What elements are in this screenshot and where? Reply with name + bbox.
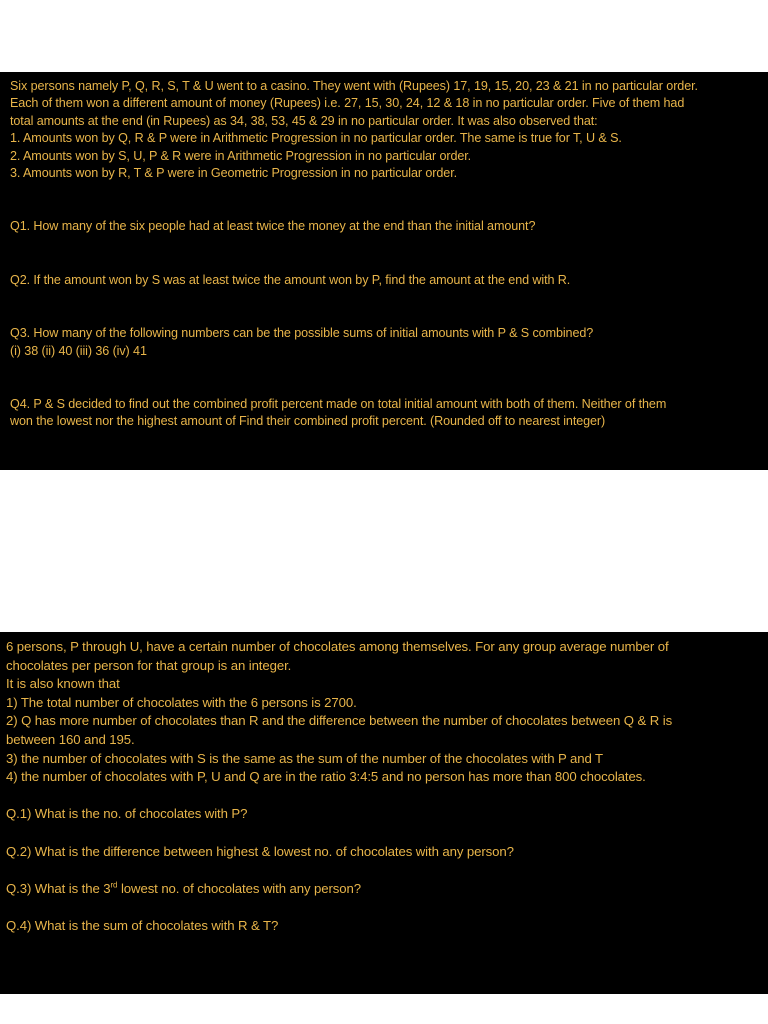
puzzle-1-question-3-options: (i) 38 (ii) 40 (iii) 36 (iv) 41 (10, 343, 147, 358)
puzzle-1-condition-2: 2. Amounts won by S, U, P & R were in Arithmetic Progression in no particular order. (10, 148, 472, 163)
puzzle-2-intro-line: 6 persons, P through U, have a certain number of chocolates among themselves. For any group average number of (6, 639, 669, 654)
puzzle-1-question-1: Q1. How many of the six people had at least twice the money at the end than the initial amount? (10, 219, 536, 234)
puzzle-2-question-4: Q.4) What is the sum of chocolates with R & T? (6, 917, 279, 933)
ordinal-suffix: rd (110, 880, 118, 890)
puzzle-1-question-4: Q4. P & S decided to find out the combined profit percent made on total initial amount with both of them. Neither of them (10, 397, 667, 412)
puzzle-1-panel (0, 72, 768, 470)
puzzle-1-question-3: Q3. How many of the following numbers can be the possible sums of initial amounts with P & S combined? (10, 326, 594, 341)
puzzle-2-question-3 (6, 880, 760, 899)
puzzle-2-intro-line: It is also known that (6, 676, 120, 692)
puzzle-1-question-2: Q2. If the amount won by S was at least twice the amount won by P, find the amount at the end with R. (10, 272, 571, 287)
puzzle-1-intro-line: Six persons namely P, Q, R, S, T & U went to a casino. They went with (Rupees) 17, 19, 15, 20, 23 & 21 in no particular order. (10, 79, 698, 93)
puzzle-1-question-4-continued: won the lowest nor the highest amount of Find their combined profit percent. (Rounded off to nearest integer) (10, 414, 606, 429)
puzzle-1-intro-line: Each of them won a different amount of money (Rupees) i.e. 27, 15, 30, 24, 12 & 18 in no particular order. Five of them had (10, 96, 685, 111)
puzzle-2-question-3-end: lowest no. of chocolates with any person? (117, 880, 361, 896)
puzzle-1-condition-1: 1. Amounts won by Q, R & P were in Arithmetic Progression in no particular order. The same is true for T, U & S. (10, 131, 622, 146)
puzzle-2-question-1: Q.1) What is the no. of chocolates with P? (6, 806, 248, 822)
puzzle-2-intro-line: chocolates per person for that group is an integer. (6, 657, 292, 673)
puzzle-2-panel (0, 632, 768, 994)
puzzle-2-condition-2-continued: between 160 and 195. (6, 731, 135, 747)
puzzle-2-condition-2: 2) Q has more number of chocolates than R and the difference between the number of chocolates between Q & R is (6, 713, 673, 729)
puzzle-1-condition-3: 3. Amounts won by R, T & P were in Geometric Progression in no particular order. (10, 166, 457, 181)
puzzle-2-condition-3: 3) the number of chocolates with S is the same as the sum of the number of the chocolates with P and T (6, 750, 603, 766)
puzzle-2-question-2: Q.2) What is the difference between highest & lowest no. of chocolates with any person? (6, 843, 514, 859)
puzzle-2-question-3-start: Q.3) What is the 3 (6, 880, 111, 896)
puzzle-1-intro-line: total amounts at the end (in Rupees) as 34, 38, 53, 45 & 29 in no particular order. It was also observed that: (10, 113, 598, 128)
puzzle-2-condition-4: 4) the number of chocolates with P, U and Q are in the ratio 3:4:5 and no person has more than 800 chocolates. (6, 769, 646, 785)
puzzle-2-condition-1: 1) The total number of chocolates with the 6 persons is 2700. (6, 694, 357, 710)
